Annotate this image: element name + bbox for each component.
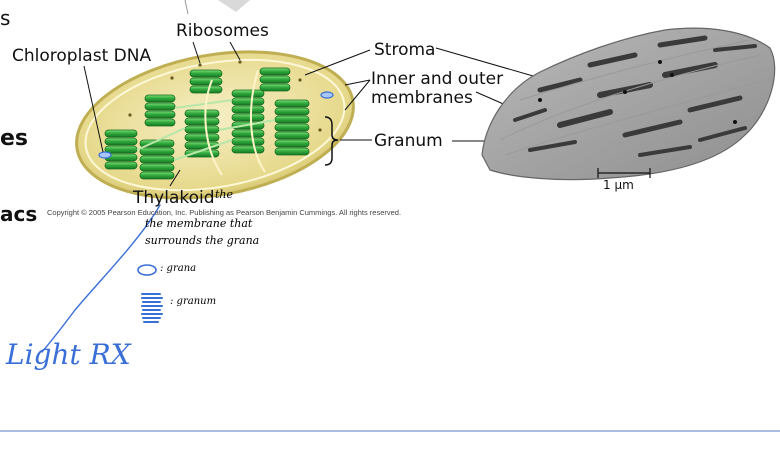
left-fragment-3: acs [0, 202, 38, 226]
footer-rule [0, 430, 780, 432]
handwritten-granum-key: : granum [170, 296, 217, 307]
left-fragment-2: es [0, 126, 29, 151]
chloroplast-dna [99, 152, 111, 158]
label-chloroplast-dna: Chloroplast DNA [12, 46, 152, 66]
handwritten-line1: the membrane that [145, 217, 253, 230]
handwritten-grana-key: : grana [160, 263, 197, 274]
label-inner-outer-line1: Inner and outer [371, 69, 504, 89]
arrow-fragment [218, 0, 250, 12]
label-inner-outer-membranes [371, 70, 503, 108]
handwriting-ink [42, 205, 162, 352]
left-fragment-1: s [0, 6, 11, 30]
label-thylakoid: Thylakoid [133, 188, 215, 208]
grana-key-symbol [138, 265, 156, 275]
label-inner-outer-line2: membranes [371, 88, 473, 108]
handwritten-light-rx: Light RX [6, 338, 131, 371]
granum-key-symbol [142, 294, 162, 322]
handwritten-thylakoid-suffix: the [215, 188, 234, 201]
handwritten-line2: surrounds the grana [145, 234, 260, 247]
electron-micrograph [482, 28, 775, 179]
light-rx-pointer-line [42, 205, 160, 352]
scale-bar-label: 1 µm [603, 178, 634, 192]
label-granum: Granum [374, 131, 443, 151]
label-ribosomes: Ribosomes [176, 21, 269, 41]
copyright-text: Copyright © 2005 Pearson Education, Inc. Publishing as Pearson Benjamin Cummings. All rights reserved. [47, 208, 402, 217]
label-stroma: Stroma [374, 40, 436, 60]
